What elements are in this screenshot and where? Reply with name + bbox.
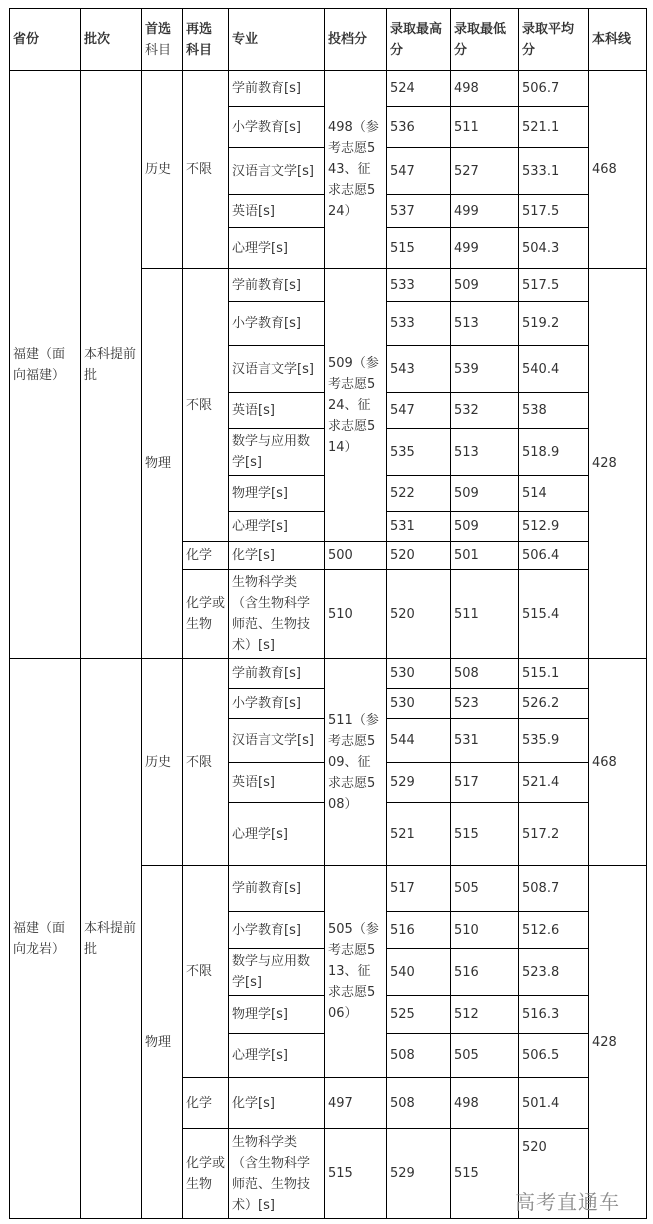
max-score-cell: 533 bbox=[387, 302, 451, 346]
avg-score-cell: 521.1 bbox=[519, 107, 589, 148]
min-score-cell: 501 bbox=[451, 542, 519, 570]
major-cell: 数学与应用数学[s] bbox=[229, 949, 325, 996]
major-cell: 心理学[s] bbox=[229, 228, 325, 269]
baseline-cell: 468 bbox=[589, 71, 647, 269]
table-row bbox=[10, 659, 647, 689]
avg-score-cell: 526.2 bbox=[519, 689, 589, 719]
first-subject-cell: 物理 bbox=[142, 269, 183, 659]
first-subject-cell: 历史 bbox=[142, 659, 183, 866]
min-score-cell: 511 bbox=[451, 570, 519, 659]
major-cell: 学前教育[s] bbox=[229, 71, 325, 107]
major-cell: 化学[s] bbox=[229, 542, 325, 570]
max-score-cell: 521 bbox=[387, 803, 451, 866]
max-score-cell: 544 bbox=[387, 719, 451, 763]
header-max: 录取最高分 bbox=[387, 9, 451, 71]
major-cell: 学前教育[s] bbox=[229, 269, 325, 302]
min-score-cell: 499 bbox=[451, 195, 519, 228]
max-score-cell: 537 bbox=[387, 195, 451, 228]
max-score-cell: 525 bbox=[387, 996, 451, 1034]
header-second-subject bbox=[183, 9, 229, 71]
second-subject-cell: 不限 bbox=[183, 71, 229, 269]
major-cell: 小学教育[s] bbox=[229, 302, 325, 346]
max-score-cell: 543 bbox=[387, 346, 451, 393]
min-score-cell: 498 bbox=[451, 71, 519, 107]
avg-score-cell: 501.4 bbox=[519, 1078, 589, 1129]
major-cell: 小学教育[s] bbox=[229, 912, 325, 949]
max-score-cell: 508 bbox=[387, 1034, 451, 1078]
min-score-cell: 527 bbox=[451, 148, 519, 195]
max-score-cell: 520 bbox=[387, 542, 451, 570]
header-avg: 录取平均分 bbox=[519, 9, 589, 71]
major-cell: 汉语言文学[s] bbox=[229, 148, 325, 195]
batch-cell: 本科提前批 bbox=[81, 71, 142, 659]
major-cell: 物理学[s] bbox=[229, 996, 325, 1034]
min-score-cell: 513 bbox=[451, 429, 519, 476]
header-batch: 批次 bbox=[81, 9, 142, 71]
header-first-b: 科目 bbox=[145, 42, 172, 58]
avg-score-cell: 515.1 bbox=[519, 659, 589, 689]
second-subject-cell: 不限 bbox=[183, 659, 229, 866]
admission-scores-table bbox=[9, 8, 647, 1219]
max-score-cell: 536 bbox=[387, 107, 451, 148]
min-score-cell: 532 bbox=[451, 393, 519, 429]
avg-score-cell: 523.8 bbox=[519, 949, 589, 996]
min-score-cell: 523 bbox=[451, 689, 519, 719]
header-province: 省份 bbox=[10, 9, 81, 71]
avg-score-cell: 540.4 bbox=[519, 346, 589, 393]
avg-score-cell: 533.1 bbox=[519, 148, 589, 195]
max-score-cell: 533 bbox=[387, 269, 451, 302]
toudang-cell: 515 bbox=[325, 1129, 387, 1219]
min-score-cell: 505 bbox=[451, 1034, 519, 1078]
max-score-cell: 520 bbox=[387, 570, 451, 659]
min-score-cell: 499 bbox=[451, 228, 519, 269]
avg-score-cell: 535.9 bbox=[519, 719, 589, 763]
second-subject-cell: 化学或生物 bbox=[183, 570, 229, 659]
min-score-cell: 517 bbox=[451, 763, 519, 803]
batch-cell: 本科提前批 bbox=[81, 659, 142, 1219]
max-score-cell: 547 bbox=[387, 148, 451, 195]
avg-score-cell: 521.4 bbox=[519, 763, 589, 803]
header-major: 专业 bbox=[229, 9, 325, 71]
avg-score-cell: 512.6 bbox=[519, 912, 589, 949]
major-cell: 心理学[s] bbox=[229, 1034, 325, 1078]
table-row bbox=[10, 71, 647, 107]
major-cell: 英语[s] bbox=[229, 195, 325, 228]
second-subject-cell: 不限 bbox=[183, 866, 229, 1078]
major-cell: 生物科学类（含生物科学师范、生物技术）[s] bbox=[229, 570, 325, 659]
major-cell: 汉语言文学[s] bbox=[229, 346, 325, 393]
province-cell: 福建（面向龙岩） bbox=[10, 659, 81, 1219]
max-score-cell: 530 bbox=[387, 659, 451, 689]
header-toudang: 投档分 bbox=[325, 9, 387, 71]
baseline-cell: 468 bbox=[589, 659, 647, 866]
major-cell: 数学与应用数学[s] bbox=[229, 429, 325, 476]
province-cell: 福建（面向福建） bbox=[10, 71, 81, 659]
min-score-cell: 531 bbox=[451, 719, 519, 763]
max-score-cell: 508 bbox=[387, 1078, 451, 1129]
min-score-cell: 505 bbox=[451, 866, 519, 912]
avg-score-cell: 506.4 bbox=[519, 542, 589, 570]
header-min: 录取最低分 bbox=[451, 9, 519, 71]
max-score-cell: 517 bbox=[387, 866, 451, 912]
min-score-cell: 509 bbox=[451, 512, 519, 542]
major-cell: 心理学[s] bbox=[229, 512, 325, 542]
toudang-cell: 500 bbox=[325, 542, 387, 570]
second-subject-cell: 化学 bbox=[183, 542, 229, 570]
major-cell: 小学教育[s] bbox=[229, 689, 325, 719]
max-score-cell: 515 bbox=[387, 228, 451, 269]
max-score-cell: 529 bbox=[387, 763, 451, 803]
min-score-cell: 509 bbox=[451, 476, 519, 512]
header-first-subject bbox=[142, 9, 183, 71]
min-score-cell: 513 bbox=[451, 302, 519, 346]
major-cell: 英语[s] bbox=[229, 393, 325, 429]
min-score-cell: 515 bbox=[451, 803, 519, 866]
avg-score-cell: 515.4 bbox=[519, 570, 589, 659]
second-subject-cell: 不限 bbox=[183, 269, 229, 542]
avg-score-cell: 518.9 bbox=[519, 429, 589, 476]
avg-score-cell: 508.7 bbox=[519, 866, 589, 912]
major-cell: 汉语言文学[s] bbox=[229, 719, 325, 763]
toudang-cell: 509（参考志愿524、征求志愿514） bbox=[325, 269, 387, 542]
second-subject-cell: 化学或生物 bbox=[183, 1129, 229, 1219]
avg-score-cell: 517.5 bbox=[519, 269, 589, 302]
major-cell: 物理学[s] bbox=[229, 476, 325, 512]
watermark: 高考直通车 bbox=[515, 1190, 620, 1214]
avg-score-cell: 517.5 bbox=[519, 195, 589, 228]
major-cell: 心理学[s] bbox=[229, 803, 325, 866]
avg-score-cell: 512.9 bbox=[519, 512, 589, 542]
avg-score-cell: 506.5 bbox=[519, 1034, 589, 1078]
min-score-cell: 511 bbox=[451, 107, 519, 148]
major-cell: 学前教育[s] bbox=[229, 659, 325, 689]
avg-score-cell: 519.2 bbox=[519, 302, 589, 346]
avg-score-cell: 514 bbox=[519, 476, 589, 512]
min-score-cell: 516 bbox=[451, 949, 519, 996]
max-score-cell: 540 bbox=[387, 949, 451, 996]
header-baseline: 本科线 bbox=[589, 9, 647, 71]
header-second-a: 再选 bbox=[186, 21, 213, 37]
max-score-cell: 516 bbox=[387, 912, 451, 949]
first-subject-cell: 物理 bbox=[142, 866, 183, 1219]
min-score-cell: 539 bbox=[451, 346, 519, 393]
first-subject-cell: 历史 bbox=[142, 71, 183, 269]
avg-score-cell: 517.2 bbox=[519, 803, 589, 866]
min-score-cell: 515 bbox=[451, 1129, 519, 1219]
max-score-cell: 524 bbox=[387, 71, 451, 107]
min-score-cell: 498 bbox=[451, 1078, 519, 1129]
major-cell: 生物科学类（含生物科学师范、生物技术）[s] bbox=[229, 1129, 325, 1219]
min-score-cell: 508 bbox=[451, 659, 519, 689]
major-cell: 小学教育[s] bbox=[229, 107, 325, 148]
min-score-cell: 509 bbox=[451, 269, 519, 302]
max-score-cell: 547 bbox=[387, 393, 451, 429]
max-score-cell: 530 bbox=[387, 689, 451, 719]
baseline-cell: 428 bbox=[589, 866, 647, 1219]
toudang-cell: 510 bbox=[325, 570, 387, 659]
major-cell: 化学[s] bbox=[229, 1078, 325, 1129]
avg-score-cell: 538 bbox=[519, 393, 589, 429]
min-score-cell: 512 bbox=[451, 996, 519, 1034]
toudang-cell: 511（参考志愿509、征求志愿508） bbox=[325, 659, 387, 866]
toudang-cell: 505（参考志愿513、征求志愿506） bbox=[325, 866, 387, 1078]
min-score-cell: 510 bbox=[451, 912, 519, 949]
second-subject-cell: 化学 bbox=[183, 1078, 229, 1129]
major-cell: 英语[s] bbox=[229, 763, 325, 803]
avg-score-cell: 504.3 bbox=[519, 228, 589, 269]
header-row bbox=[10, 9, 647, 71]
max-score-cell: 535 bbox=[387, 429, 451, 476]
table-body bbox=[10, 71, 647, 1219]
avg-score-cell: 516.3 bbox=[519, 996, 589, 1034]
toudang-cell: 498（参考志愿543、征求志愿524） bbox=[325, 71, 387, 269]
max-score-cell: 531 bbox=[387, 512, 451, 542]
baseline-cell: 428 bbox=[589, 269, 647, 659]
header-second-b: 科目 bbox=[186, 42, 213, 58]
avg-score-cell: 506.7 bbox=[519, 71, 589, 107]
max-score-cell: 529 bbox=[387, 1129, 451, 1219]
major-cell: 学前教育[s] bbox=[229, 866, 325, 912]
avg-score-cell: 520 bbox=[519, 1129, 589, 1219]
toudang-cell: 497 bbox=[325, 1078, 387, 1129]
header-first-a: 首选 bbox=[145, 21, 172, 37]
max-score-cell: 522 bbox=[387, 476, 451, 512]
